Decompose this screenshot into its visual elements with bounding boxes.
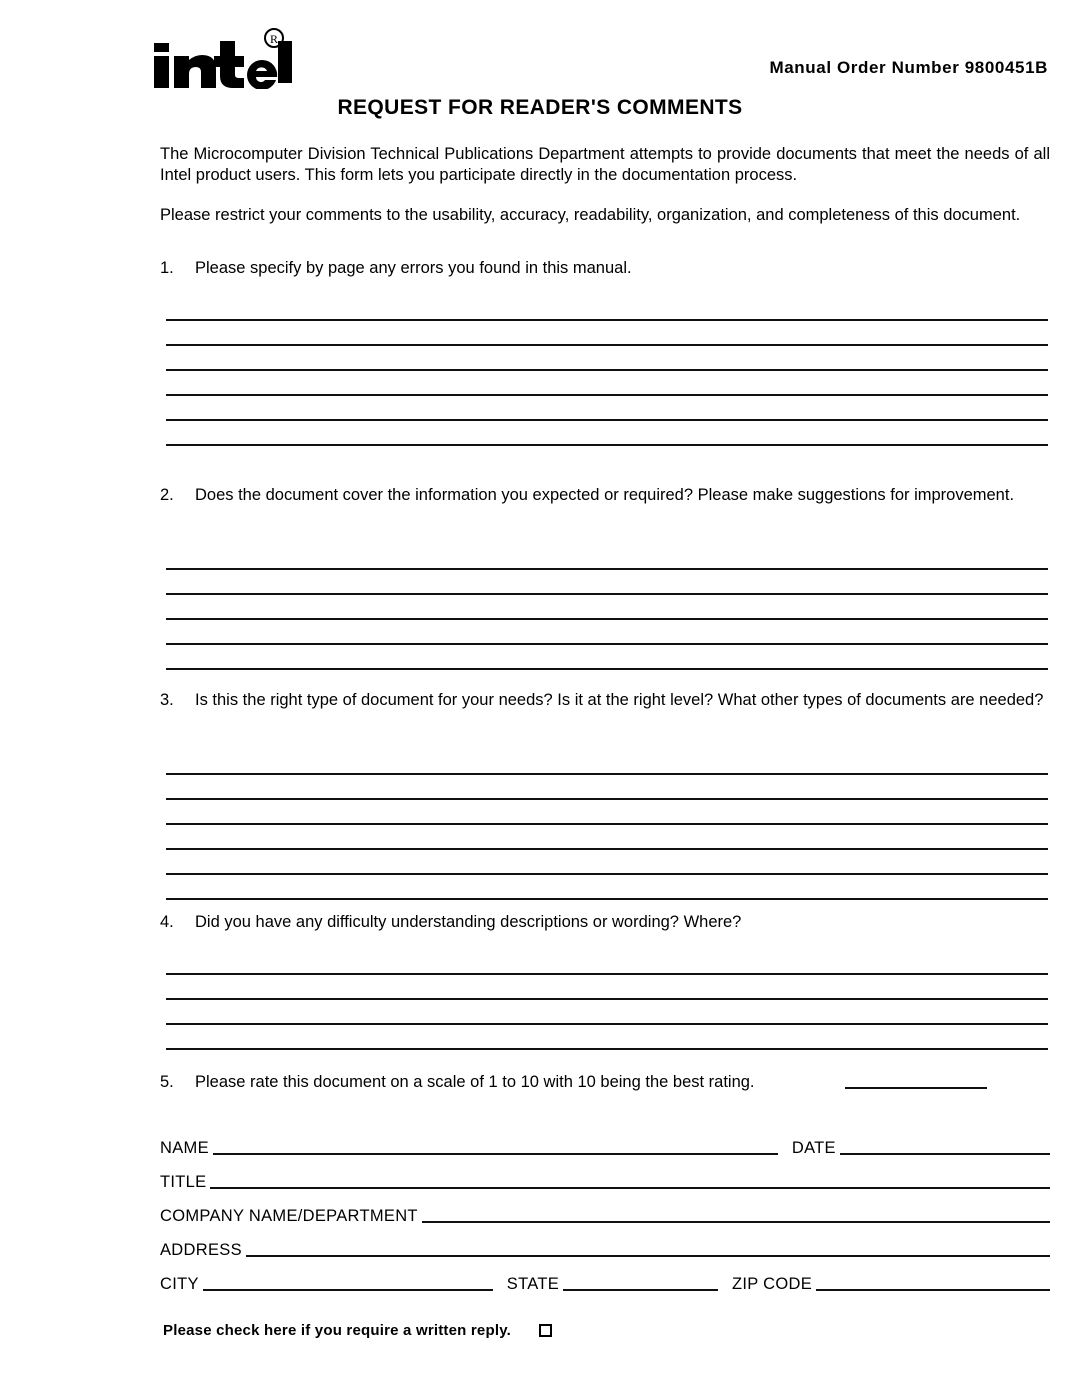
answer-line[interactable] xyxy=(166,421,1048,446)
answer-line[interactable] xyxy=(166,346,1048,371)
question-4 xyxy=(160,912,1050,934)
date-input[interactable] xyxy=(840,1152,1050,1155)
question-2-number: 2. xyxy=(160,486,174,504)
answer-line[interactable] xyxy=(166,800,1048,825)
zip-code-label: ZIP CODE xyxy=(732,1274,813,1293)
intel-logo xyxy=(152,27,297,89)
answer-line[interactable] xyxy=(166,750,1048,775)
question-5 xyxy=(160,1072,1050,1094)
state-input[interactable] xyxy=(563,1288,718,1291)
question-3-answer-lines[interactable] xyxy=(166,750,1048,900)
state-label: STATE xyxy=(506,1274,560,1293)
name-date-row xyxy=(160,1124,1050,1158)
title-input[interactable] xyxy=(210,1186,1050,1189)
name-input[interactable] xyxy=(213,1152,778,1155)
answer-line[interactable] xyxy=(166,321,1048,346)
company-input[interactable] xyxy=(422,1220,1050,1223)
answer-line[interactable] xyxy=(166,296,1048,321)
answer-line[interactable] xyxy=(166,396,1048,421)
answer-line[interactable] xyxy=(166,371,1048,396)
date-label: DATE xyxy=(791,1138,836,1157)
zip-code-input[interactable] xyxy=(816,1288,1050,1291)
question-3-text: Is this the right type of document for your needs? Is it at the right level? What other types of documents are needed? xyxy=(195,691,1044,709)
question-1-answer-lines[interactable] xyxy=(166,296,1048,446)
question-1-text: Please specify by page any errors you found in this manual. xyxy=(195,259,632,277)
city-input[interactable] xyxy=(203,1288,493,1291)
rating-answer-blank[interactable] xyxy=(845,1087,987,1089)
respondent-details xyxy=(160,1124,1050,1294)
question-2-answer-lines[interactable] xyxy=(166,545,1048,670)
question-3 xyxy=(160,690,1050,712)
answer-line[interactable] xyxy=(166,775,1048,800)
page-title: REQUEST FOR READER'S COMMENTS xyxy=(337,96,743,119)
intro-paragraph-2: Please restrict your comments to the usability, accuracy, readability, organization, and completeness of this document. xyxy=(160,206,1021,224)
answer-line[interactable] xyxy=(166,825,1048,850)
answer-line[interactable] xyxy=(166,620,1048,645)
written-reply-checkbox[interactable] xyxy=(539,1324,552,1337)
name-label: NAME xyxy=(160,1138,209,1157)
answer-line[interactable] xyxy=(166,875,1048,900)
answer-line[interactable] xyxy=(166,975,1048,1000)
manual-order-number: Manual Order Number 9800451B xyxy=(769,58,1048,77)
answer-line[interactable] xyxy=(166,545,1048,570)
answer-line[interactable] xyxy=(166,570,1048,595)
address-row xyxy=(160,1226,1050,1260)
question-4-answer-lines[interactable] xyxy=(166,950,1048,1050)
written-reply-label: Please check here if you require a written reply. xyxy=(163,1322,511,1339)
answer-line[interactable] xyxy=(166,595,1048,620)
title-label: TITLE xyxy=(160,1172,207,1191)
svg-text:R: R xyxy=(269,32,279,46)
question-4-text: Did you have any difficulty understanding descriptions or wording? Where? xyxy=(195,913,742,931)
city-label: CITY xyxy=(160,1274,199,1293)
title-row xyxy=(160,1158,1050,1192)
address-input[interactable] xyxy=(246,1254,1050,1257)
answer-line[interactable] xyxy=(166,645,1048,670)
answer-line[interactable] xyxy=(166,950,1048,975)
intro-paragraph-1: The Microcomputer Division Technical Publications Department attempts to provide documents that meet the needs of all Intel product users. This form lets you participate directly in the documentation process. xyxy=(160,145,1050,185)
question-2-text: Does the document cover the information you expected or required? Please make suggestions for improvement. xyxy=(195,486,1015,504)
question-3-number: 3. xyxy=(160,691,174,709)
company-row xyxy=(160,1192,1050,1226)
address-label: ADDRESS xyxy=(160,1240,242,1259)
page-header xyxy=(0,0,1080,130)
company-label: COMPANY NAME/DEPARTMENT xyxy=(160,1206,418,1225)
question-1-number: 1. xyxy=(160,259,174,277)
question-4-number: 4. xyxy=(160,913,174,931)
question-5-number: 5. xyxy=(160,1073,174,1091)
city-state-zip-row xyxy=(160,1260,1050,1294)
answer-line[interactable] xyxy=(166,850,1048,875)
written-reply-row xyxy=(163,1322,552,1339)
question-5-text: Please rate this document on a scale of 1 to 10 with 10 being the best rating. xyxy=(195,1073,755,1091)
question-1 xyxy=(160,258,1050,280)
answer-line[interactable] xyxy=(166,1000,1048,1025)
answer-line[interactable] xyxy=(166,1025,1048,1050)
question-2 xyxy=(160,485,1050,507)
